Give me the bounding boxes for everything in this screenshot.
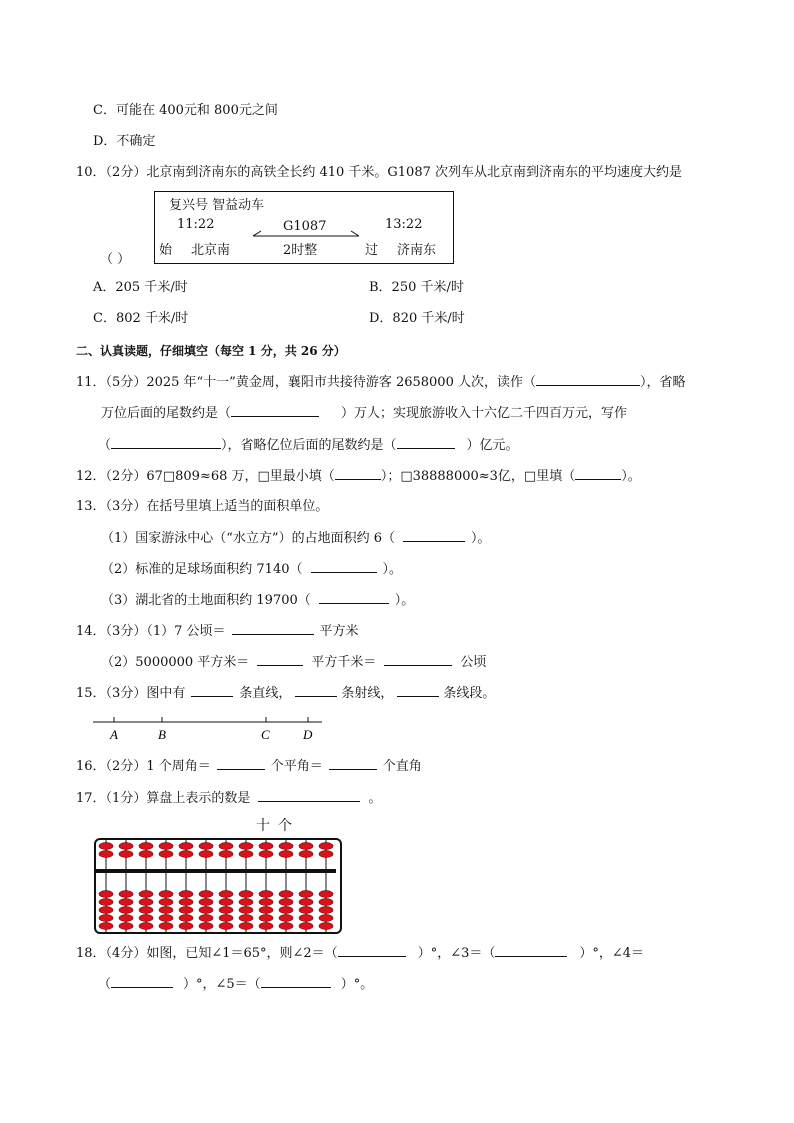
q16-line [76, 756, 422, 777]
ticket-header: 复兴号 智益动车 [169, 198, 265, 213]
ticket-train-number: G1087 [283, 219, 327, 234]
q12-text-c: ）。 [621, 469, 641, 484]
q15-line-figure [90, 714, 330, 744]
ticket-start-station: 北京南 [191, 243, 231, 258]
abacus-bead [319, 915, 333, 922]
abacus-bead [119, 923, 133, 930]
abacus-bead [259, 907, 273, 914]
abacus-bead [139, 915, 153, 922]
q12-line [76, 466, 641, 487]
abacus-bead [319, 851, 333, 858]
abacus-bead [99, 915, 113, 922]
abacus-bead [179, 915, 193, 922]
q18-text-1a: 18．（4分）如图，已知∠1＝65°，则∠2＝（ [76, 946, 338, 961]
q18-blank-2[interactable] [495, 943, 567, 957]
point-b-label: B [158, 727, 166, 742]
q18-blank-4[interactable] [261, 974, 331, 988]
abacus-bead [199, 899, 213, 906]
abacus-bead [259, 915, 273, 922]
q18-line-1 [76, 943, 644, 964]
abacus-bead [99, 843, 113, 850]
abacus-bead [299, 899, 313, 906]
q14-text-b: 平方米 [319, 624, 359, 639]
q15-blank-3[interactable] [397, 683, 439, 697]
abacus-bead [239, 843, 253, 850]
abacus-bead [179, 907, 193, 914]
abacus-bead [179, 899, 193, 906]
abacus-bead [279, 843, 293, 850]
q18-text-1c: ）°，∠4＝ [579, 946, 645, 961]
q10-option-b: B．250 千米/时 [369, 280, 464, 295]
q13-blank-3[interactable] [319, 590, 389, 604]
q13-sub-2 [101, 559, 402, 580]
q13-close-2: ）。 [382, 562, 403, 577]
abacus-bead [299, 907, 313, 914]
abacus-bead [319, 891, 333, 898]
q10-option-d: D．820 千米/时 [369, 311, 465, 326]
abacus-bead [219, 899, 233, 906]
abacus-bead [139, 843, 153, 850]
abacus-bead [239, 851, 253, 858]
q14-blank-1[interactable] [232, 621, 314, 635]
abacus-bead [319, 843, 333, 850]
abacus-bead [139, 891, 153, 898]
abacus-bead [199, 851, 213, 858]
q13-close-1: ）。 [470, 531, 491, 546]
train-ticket [154, 191, 454, 264]
ticket-arrival-time: 13:22 [385, 217, 423, 232]
q13-close-3: ）。 [394, 593, 415, 608]
q12-text-a: 12．（2分）67□809≈68 万，□里最小填（ [76, 469, 335, 484]
abacus-beam [96, 869, 336, 873]
abacus-bead [159, 891, 173, 898]
q14-blank-2[interactable] [257, 652, 303, 666]
abacus-bead [199, 843, 213, 850]
q13-sub-3 [101, 590, 414, 611]
point-c-label: C [261, 727, 270, 742]
abacus-bead [199, 915, 213, 922]
q11-line-1 [76, 372, 686, 393]
q16-blank-2[interactable] [329, 756, 377, 770]
abacus-bead [279, 899, 293, 906]
q17-text-a: 17．（1分）算盘上表示的数是 [76, 791, 251, 806]
q11-text-3a: （ [98, 438, 112, 453]
abacus-bead [259, 891, 273, 898]
q11-text-1b: ），省略 [639, 375, 686, 390]
q11-text-3c: ）亿元。 [466, 438, 519, 453]
q18-text-2b: ）°，∠5＝（ [183, 977, 261, 992]
abacus-bead [179, 923, 193, 930]
q11-blank-2[interactable] [231, 403, 319, 417]
abacus-bead [279, 851, 293, 858]
abacus-bead [139, 851, 153, 858]
abacus-bead [239, 891, 253, 898]
q12-blank-2[interactable] [575, 466, 621, 480]
q15-blank-1[interactable] [191, 683, 233, 697]
abacus-bead [119, 899, 133, 906]
abacus-bead [279, 891, 293, 898]
q14-text-c: （2）5000000 平方米＝ [101, 655, 250, 670]
q12-text-b: ）；□38888000≈3亿，□里填（ [380, 469, 576, 484]
q13-text-1: （1）国家游泳中心（“水立方”）的占地面积约 6（ [101, 531, 395, 546]
abacus-bead [299, 923, 313, 930]
abacus-bead [259, 851, 273, 858]
q17-text-b: 。 [368, 791, 382, 806]
abacus-bead [119, 851, 133, 858]
abacus-bead [199, 907, 213, 914]
q16-text-c: 个直角 [382, 759, 422, 774]
abacus-bead [99, 891, 113, 898]
abacus-bead [219, 907, 233, 914]
q14-line-2 [101, 652, 486, 673]
abacus-bead [259, 843, 273, 850]
abacus-bead [119, 843, 133, 850]
abacus-bead [299, 915, 313, 922]
q18-blank-1[interactable] [338, 943, 406, 957]
q11-blank-1[interactable] [536, 372, 640, 386]
abacus-bead [99, 899, 113, 906]
abacus-bead [99, 907, 113, 914]
abacus-bead [159, 907, 173, 914]
q10-option-a: A．205 千米/时 [93, 280, 188, 295]
abacus-bead [299, 843, 313, 850]
abacus-bead [279, 915, 293, 922]
abacus-bead [179, 891, 193, 898]
abacus-bead [219, 843, 233, 850]
abacus-bead [279, 907, 293, 914]
q13-blank-2[interactable] [311, 559, 377, 573]
q13-text-2: （2）标准的足球场面积约 7140（ [101, 562, 303, 577]
abacus-bead [159, 915, 173, 922]
abacus-bead [239, 915, 253, 922]
abacus-bead [299, 891, 313, 898]
abacus-bead [159, 923, 173, 930]
abacus-bead [179, 851, 193, 858]
point-d-label: D [303, 727, 313, 742]
ticket-duration: 2时整 [283, 243, 318, 258]
q11-blank-3[interactable] [111, 435, 221, 449]
q18-text-2c: ）°。 [340, 977, 374, 992]
q14-blank-3[interactable] [384, 652, 452, 666]
q11-text-3b: ），省略亿位后面的尾数约是（ [221, 438, 397, 453]
q17-line [76, 788, 381, 809]
q18-text-2a: （ [98, 977, 112, 992]
q18-text-1b: ）°，∠3＝（ [417, 946, 496, 961]
q9-option-c: C．可能在 400元和 800元之间 [93, 103, 278, 118]
q15-text-a: 15．（3分）图中有 [76, 686, 186, 701]
q13-text-3: （3）湖北省的土地面积约 19700（ [101, 593, 311, 608]
q10-stem: 10．（2分）北京南到济南东的高铁全长约 410 千米。G1087 次列车从北京南到济南东的平均速度大约是 [76, 165, 682, 180]
abacus-bead [99, 851, 113, 858]
abacus-bead [119, 915, 133, 922]
ticket-start-mark: 始 [159, 243, 173, 258]
q11-text-2a: 万位后面的尾数约是（ [101, 406, 232, 421]
abacus-bead [319, 907, 333, 914]
abacus-bead [279, 923, 293, 930]
q13-sub-1 [101, 528, 490, 549]
abacus-tens-label: 十 [256, 818, 270, 834]
abacus [94, 838, 342, 934]
abacus-bead [159, 851, 173, 858]
q11-line-2 [101, 403, 627, 424]
q9-option-d: D．不确定 [93, 134, 156, 149]
abacus-bead [219, 915, 233, 922]
abacus-bead [119, 891, 133, 898]
q18-line-2 [98, 974, 373, 995]
abacus-bead [219, 923, 233, 930]
abacus-bead [239, 907, 253, 914]
q11-text-2b: ）万人；实现旅游收入十六亿二千四百万元，写作 [341, 406, 628, 421]
ticket-departure-time: 11:22 [177, 217, 215, 232]
ticket-arrow [251, 230, 361, 238]
abacus-bead [139, 923, 153, 930]
q16-blank-1[interactable] [217, 756, 265, 770]
q16-text-b: 个平角＝ [270, 759, 323, 774]
abacus-bead [319, 899, 333, 906]
q17-blank[interactable] [258, 788, 360, 802]
point-a-label: A [110, 727, 118, 742]
abacus-bead [99, 923, 113, 930]
q15-line [76, 683, 495, 704]
q14-line-1 [76, 621, 359, 642]
q14-text-e: 公顷 [460, 655, 487, 670]
ticket-pass-mark: 过 [365, 243, 379, 258]
abacus-bead [239, 923, 253, 930]
q10-option-c: C．802 千米/时 [93, 311, 189, 326]
q15-text-c: 条射线， [341, 686, 394, 701]
abacus-bead [259, 923, 273, 930]
abacus-bead [259, 899, 273, 906]
q11-line-3 [98, 435, 519, 456]
abacus-ones-label: 个 [278, 818, 292, 834]
q18-blank-3[interactable] [111, 974, 173, 988]
abacus-bead [179, 843, 193, 850]
q15-text-b: 条直线， [239, 686, 292, 701]
q14-text-d: 平方千米＝ [311, 655, 377, 670]
q11-text-1a: 11．（5分）2025 年“十一”黄金周，襄阳市共接待游客 2658000 人次，读作（ [76, 375, 536, 390]
q13-stem: 13．（3分）在括号里填上适当的面积单位。 [76, 499, 329, 514]
q16-text-a: 16．（2分）1 个周角＝ [76, 759, 211, 774]
abacus-bead [159, 843, 173, 850]
abacus-bead [159, 899, 173, 906]
q14-text-a: 14．（3分）（1）7 公顷＝ [76, 624, 226, 639]
q15-blank-2[interactable] [295, 683, 337, 697]
abacus-bead [139, 907, 153, 914]
abacus-bead [319, 923, 333, 930]
abacus-bead [219, 851, 233, 858]
q10-answer-paren: （ ） [100, 252, 131, 267]
abacus-bead [199, 891, 213, 898]
section-2-heading: 二、认真读题，仔细填空（每空 1 分，共 26 分） [76, 344, 346, 358]
abacus-figure [96, 840, 340, 932]
q12-blank-1[interactable] [335, 466, 381, 480]
q13-blank-1[interactable] [403, 528, 465, 542]
abacus-bead [139, 899, 153, 906]
abacus-bead [119, 907, 133, 914]
abacus-bead [299, 851, 313, 858]
q11-blank-4[interactable] [397, 435, 455, 449]
abacus-bead [239, 899, 253, 906]
q15-text-d: 条线段。 [443, 686, 496, 701]
ticket-end-station: 济南东 [397, 243, 437, 258]
abacus-bead [219, 891, 233, 898]
abacus-bead [199, 923, 213, 930]
